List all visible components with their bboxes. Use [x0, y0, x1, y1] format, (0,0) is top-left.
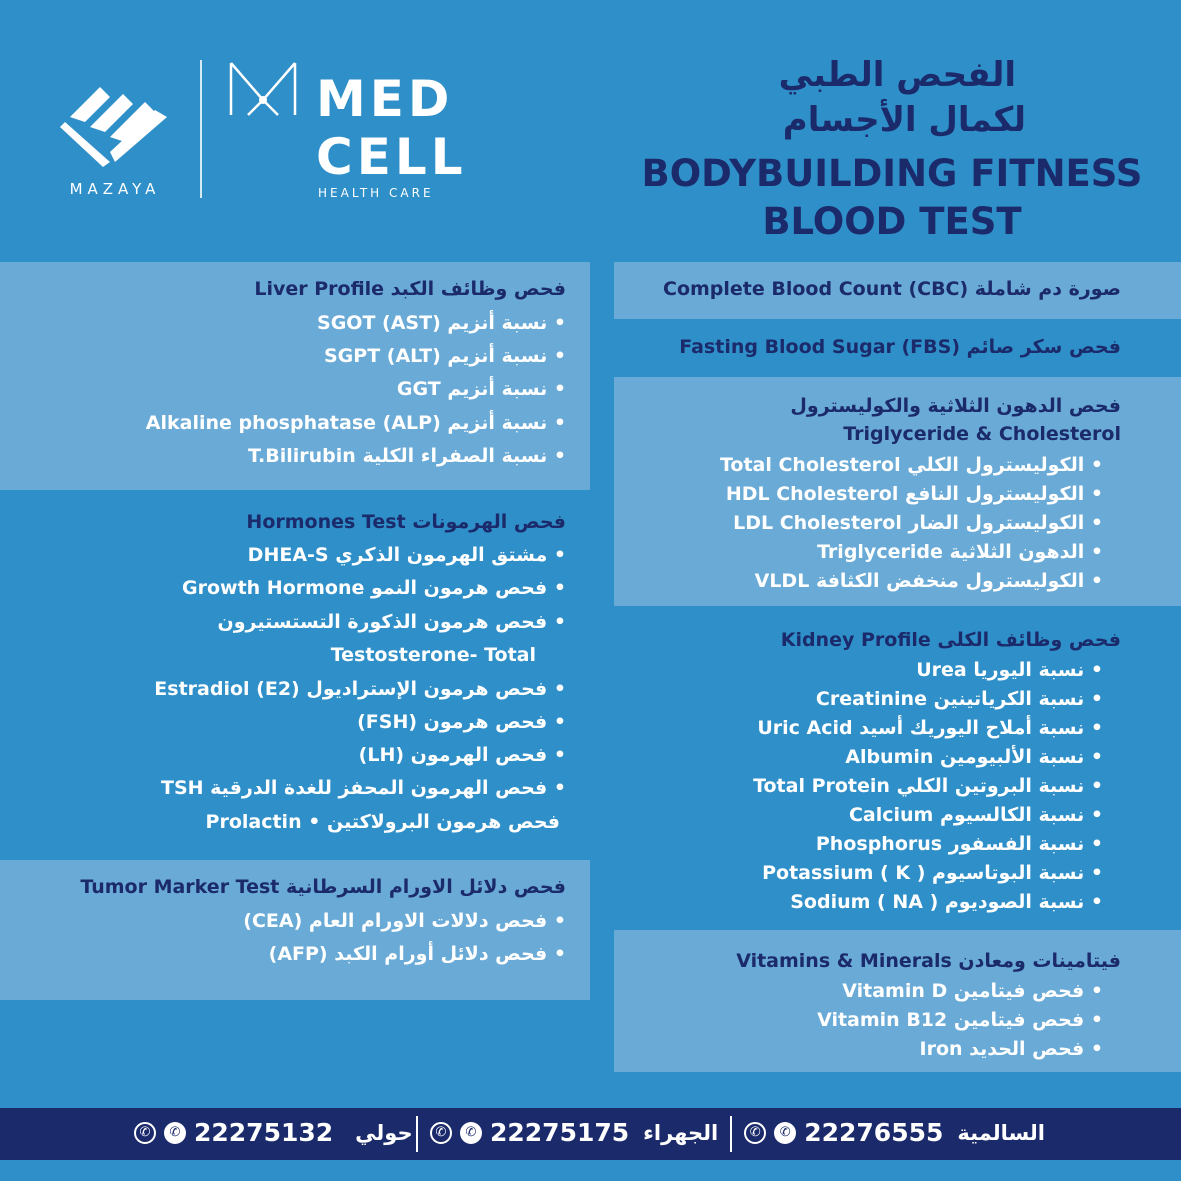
branch-number[interactable]: 22276555 [804, 1118, 944, 1147]
med-label: MED [316, 70, 454, 128]
liver-panel [0, 262, 590, 490]
tumor-item: • فحص دلالات الاورام العام (CEA) [243, 910, 566, 932]
liver-item: • نسبة أنزيم (Alkaline phosphatase (ALP [145, 412, 566, 434]
fbs-row [614, 320, 1181, 376]
branch-city: السالمية [957, 1120, 1045, 1145]
phone-icon[interactable]: ✆ [744, 1122, 766, 1144]
footer-divider [730, 1116, 732, 1152]
kidney-item: • نسبة البروتين الكلي Total Protein [753, 775, 1103, 797]
kidney-section [614, 607, 1181, 929]
kidney-title: فحص وظائف الكلى Kidney Profile [780, 629, 1121, 651]
kidney-item: • نسبة الفسفور Phosphorus [815, 833, 1103, 855]
hormones-item: • فحص هرمون الإستراديول (Estradiol (E2 [154, 678, 566, 700]
lipid-item: • الدهون الثلاثية Triglyceride [817, 541, 1103, 563]
title-en-1: BODYBUILDING FITNESS [641, 152, 1143, 195]
tumor-title: فحص دلائل الاورام السرطانية Tumor Marker Test [80, 876, 566, 898]
hormones-title: فحص الهرمونات Hormones Test [246, 511, 566, 533]
branch-salmiya [744, 1118, 1045, 1147]
fbs-title: فحص سكر صائم Fasting Blood Sugar (FBS) [679, 336, 1121, 358]
liver-item: • نسبة الصفراء الكلية T.Bilirubin [247, 445, 566, 467]
liver-item: • نسبة أنزيم GGT [396, 378, 566, 400]
hormones-item: • فحص الهرمون المحفز للغدة الدرقية TSH [161, 777, 566, 799]
lipid-item: • الكوليسترول الضار LDL Cholesterol [733, 512, 1103, 534]
vitamins-panel [614, 930, 1181, 1072]
mazaya-emblem-icon [55, 62, 175, 172]
branch-number[interactable]: 22275175 [490, 1118, 630, 1147]
kidney-item: • نسبة البوتاسيوم ( Potassium ( K [762, 862, 1103, 884]
phone-icon[interactable]: ✆ [134, 1122, 156, 1144]
footer-divider [416, 1116, 418, 1152]
vitamins-item: • فحص الحديد Iron [919, 1038, 1103, 1060]
tumor-item: • فحص دلائل أورام الكبد (AFP) [268, 943, 566, 965]
cbc-title: صورة دم شاملة Complete Blood Count (CBC) [663, 278, 1121, 300]
vitamins-item: • فحص فيتامين Vitamin D [842, 980, 1103, 1002]
hormones-item: • فحص هرمون النمو Growth Hormone [182, 577, 566, 599]
phone-icon[interactable]: ✆ [430, 1122, 452, 1144]
vitamins-item: • فحص فيتامين Vitamin B12 [817, 1009, 1103, 1031]
liver-item: • نسبة أنزيم (SGPT (ALT [323, 345, 566, 367]
tumor-panel [0, 860, 590, 1000]
liver-title: فحص وظائف الكبد Liver Profile [254, 278, 566, 300]
title-ar-1: الفحص الطبي [778, 55, 1016, 95]
liver-item: • نسبة أنزيم (SGOT (AST [317, 312, 566, 334]
health-care-label: HEALTH CARE [318, 186, 434, 200]
kidney-item: • نسبة الكالسيوم Calcium [848, 804, 1103, 826]
mazaya-label: MAZAYA [69, 180, 161, 198]
title-en-2: BLOOD TEST [762, 200, 1022, 243]
cell-label: CELL [316, 128, 467, 186]
hormones-item: Testosterone- Total [330, 644, 536, 666]
branch-city: حولي [355, 1120, 413, 1145]
whatsapp-icon[interactable]: ✆ [774, 1122, 796, 1144]
lipid-item: • الكوليسترول منخفض الكثافة VLDL [754, 570, 1103, 592]
kidney-item: • نسبة اليوريا Urea [916, 659, 1103, 681]
whatsapp-icon[interactable]: ✆ [460, 1122, 482, 1144]
logo-divider [200, 60, 202, 198]
kidney-item: • نسبة الصوديوم ( Sodium ( NA [790, 891, 1103, 913]
hormones-item: • فحص هرمون الذكورة التستستيرون [217, 611, 566, 633]
lipid-title-en: Triglyceride & Cholesterol [843, 423, 1121, 445]
medcell-logo [228, 60, 467, 200]
hormones-section [0, 491, 590, 859]
hormones-item: فحص هرمون البرولاكتين • Prolactin [205, 811, 560, 833]
kidney-item: • نسبة الكرياتينين Creatinine [815, 688, 1103, 710]
lipid-panel [614, 377, 1181, 606]
branch-city: الجهراء [643, 1120, 719, 1145]
lipid-item: • الكوليسترول الكلي Total Cholesterol [719, 454, 1103, 476]
mazaya-logo [55, 62, 175, 202]
branch-jahra [430, 1118, 718, 1147]
hormones-item: • فحص هرمون (FSH) [357, 711, 566, 733]
kidney-item: • نسبة الألبيومين Albumin [845, 746, 1103, 768]
lipid-item: • الكوليسترول النافع HDL Cholesterol [725, 483, 1103, 505]
branch-number[interactable]: 22275132 [194, 1118, 334, 1147]
hormones-item: • مشتق الهرمون الذكري DHEA-S [247, 544, 566, 566]
kidney-item: • نسبة أملاح اليوريك أسيد Uric Acid [757, 717, 1103, 739]
lipid-title-ar: فحص الدهون الثلاثية والكوليسترول [790, 395, 1121, 417]
hormones-item: • فحص الهرمون (LH) [358, 744, 566, 766]
whatsapp-icon[interactable]: ✆ [164, 1122, 186, 1144]
vitamins-title: فيتامينات ومعادن Vitamins & Minerals [736, 950, 1121, 972]
branch-hawally [134, 1118, 413, 1147]
cbc-panel [614, 262, 1181, 319]
medcell-emblem-icon [228, 60, 298, 120]
footer-bar [0, 1108, 1181, 1160]
title-ar-2: لكمال الأجسام [782, 100, 1026, 140]
